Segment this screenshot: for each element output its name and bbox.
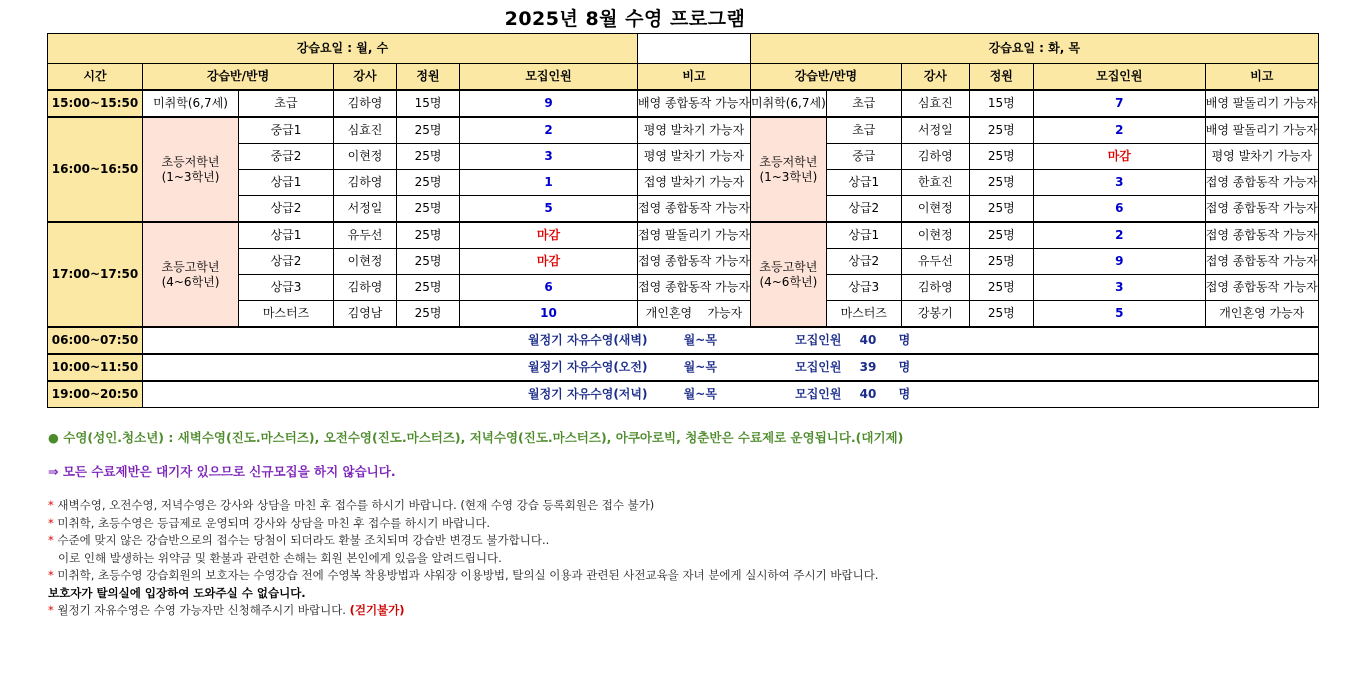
- group-cell: 미취학(6,7세): [143, 90, 239, 117]
- notice-item: [48, 515, 903, 533]
- col-capacity: 정원: [969, 64, 1033, 91]
- time-cell: 10:00~11:50: [48, 354, 143, 381]
- teacher-cell: 심효진: [334, 117, 397, 144]
- note-cell: 평영 발차기 가능자: [638, 117, 751, 144]
- capacity-cell: 25명: [397, 249, 460, 275]
- recruit-cell: 9: [460, 90, 638, 117]
- table-row: [48, 117, 1319, 144]
- time-cell: 15:00~15:50: [48, 90, 143, 117]
- capacity-cell: 25명: [397, 170, 460, 196]
- note-cell: 접영 발차기 가능자: [638, 170, 751, 196]
- capacity-cell: 25명: [397, 275, 460, 301]
- teacher-cell: 유두선: [901, 249, 969, 275]
- notice-item: [48, 497, 903, 515]
- group-cell: [750, 222, 826, 327]
- free-swim-info: [143, 327, 1319, 354]
- table-row: [48, 196, 1319, 223]
- table-row: [48, 301, 1319, 328]
- class-cell: 마스터즈: [826, 301, 901, 328]
- group-cell: 미취학(6,7세): [750, 90, 826, 117]
- capacity-cell: 25명: [969, 249, 1033, 275]
- page-title: 2025년 8월 수영 프로그램: [504, 8, 746, 30]
- note-cell: 접영 종합동작 가능자: [638, 249, 751, 275]
- capacity-cell: 25명: [397, 117, 460, 144]
- col-note: 비고: [638, 64, 751, 91]
- capacity-cell: 25명: [397, 222, 460, 249]
- notice-item: [48, 550, 903, 568]
- note-cell: 배영 팔돌리기 가능자: [1205, 90, 1318, 117]
- group-line: 초등고학년: [759, 260, 818, 275]
- table-row: [48, 222, 1319, 249]
- free-swim-label: 모집인원: [795, 360, 842, 375]
- free-swim-name: 월정기 자유수영(오전): [528, 360, 648, 375]
- free-swim-info: [143, 381, 1319, 408]
- recruit-cell: 3: [1033, 170, 1205, 196]
- class-cell: 상급3: [826, 275, 901, 301]
- free-swim-name: 월정기 자유수영(저녁): [528, 387, 648, 402]
- notice-item: [48, 602, 903, 620]
- notice-text: 월정기 자유수영은 수영 가능자만 신청해주시기 바랍니다.: [57, 603, 346, 617]
- right-days-header: 강습요일 : 화, 목: [750, 34, 1318, 64]
- free-swim-row: [48, 327, 1319, 354]
- recruit-cell: 마감: [460, 222, 638, 249]
- col-capacity: 정원: [397, 64, 460, 91]
- free-swim-count: 40: [859, 333, 877, 348]
- class-cell: 상급1: [239, 170, 334, 196]
- notice-text: 수준에 맞지 않은 강습반으로의 접수는 당첨이 되더라도 환불 조치되며 강습반 변경도 불가합니다..: [57, 533, 550, 547]
- recruit-cell: 마감: [1033, 144, 1205, 170]
- col-teacher: 강사: [901, 64, 969, 91]
- notice-list: [48, 497, 903, 620]
- class-cell: 상급1: [826, 170, 901, 196]
- group-line: 초등저학년: [759, 155, 818, 170]
- group-line: 초등저학년: [161, 155, 220, 170]
- recruit-cell: 3: [460, 144, 638, 170]
- asterisk-icon: *: [48, 498, 54, 512]
- capacity-cell: 25명: [969, 275, 1033, 301]
- notice-item: [48, 585, 903, 603]
- recruit-cell: 6: [1033, 196, 1205, 223]
- capacity-cell: 25명: [397, 301, 460, 328]
- capacity-cell: 25명: [969, 170, 1033, 196]
- teacher-cell: 서정일: [334, 196, 397, 223]
- class-cell: 초급: [826, 90, 901, 117]
- note-cell: 배영 팔돌리기 가능자: [1205, 117, 1318, 144]
- capacity-cell: 25명: [969, 301, 1033, 328]
- asterisk-icon: *: [48, 515, 54, 530]
- table-row: [48, 90, 1319, 117]
- teacher-cell: 이현정: [334, 249, 397, 275]
- free-swim-unit: 명: [898, 333, 911, 348]
- class-cell: 상급3: [239, 275, 334, 301]
- time-cell: 16:00~16:50: [48, 117, 143, 222]
- free-swim-days: 월~목: [683, 333, 717, 348]
- header-spacer: [638, 34, 751, 64]
- capacity-cell: 25명: [969, 196, 1033, 223]
- col-class: 강습반/반명: [143, 64, 334, 91]
- recruit-cell: 5: [1033, 301, 1205, 328]
- free-swim-row: [48, 354, 1319, 381]
- recruit-cell: 10: [460, 301, 638, 328]
- capacity-cell: 15명: [397, 90, 460, 117]
- notice-text: 이로 인해 발생하는 위약금 및 환불과 관련한 손해는 회원 본인에게 있음을 알려드립니다.: [58, 550, 502, 565]
- teacher-cell: 한효진: [901, 170, 969, 196]
- free-swim-name: 월정기 자유수영(새벽): [528, 333, 648, 348]
- capacity-cell: 25명: [397, 196, 460, 223]
- col-recruit: 모집인원: [460, 64, 638, 91]
- group-cell: [143, 222, 239, 327]
- class-cell: 중급2: [239, 144, 334, 170]
- note-text: 수영(성인.청소년) : 새벽수영(진도.마스터즈), 오전수영(진도.마스터즈), 저녁수영(진도.마스터즈), 아쿠아로빅, 청춘반은 수료제로 운영됩니다.(대기제): [63, 430, 904, 445]
- adult-program-note: [48, 428, 903, 446]
- free-swim-count: 40: [859, 387, 877, 402]
- note-text: 모든 수료제반은 대기자 있으므로 신규모집을 하지 않습니다.: [62, 464, 396, 479]
- teacher-cell: 유두선: [334, 222, 397, 249]
- note-cell: 접영 종합동작 가능자: [1205, 249, 1318, 275]
- class-cell: 상급2: [826, 196, 901, 223]
- schedule-table: [47, 33, 1319, 408]
- free-swim-days: 월~목: [683, 387, 717, 402]
- asterisk-icon: *: [48, 603, 54, 617]
- class-cell: 상급2: [239, 249, 334, 275]
- free-swim-info: [143, 354, 1319, 381]
- free-swim-label: 모집인원: [795, 387, 842, 402]
- arrow-icon: ⇒: [48, 464, 59, 479]
- group-cell: [750, 117, 826, 222]
- recruit-cell: 9: [1033, 249, 1205, 275]
- note-cell: 접영 종합동작 가능자: [1205, 275, 1318, 301]
- free-swim-label: 모집인원: [795, 333, 842, 348]
- free-swim-unit: 명: [898, 387, 911, 402]
- asterisk-icon: *: [48, 568, 54, 582]
- class-cell: 상급1: [239, 222, 334, 249]
- notice-text: 보호자가 탈의실에 입장하여 도와주실 수 없습니다.: [48, 585, 306, 600]
- notice-item: [48, 532, 903, 550]
- notes-section: [48, 428, 903, 620]
- time-cell: 19:00~20:50: [48, 381, 143, 408]
- teacher-cell: 김하영: [334, 275, 397, 301]
- teacher-cell: 이현정: [901, 222, 969, 249]
- col-note: 비고: [1205, 64, 1318, 91]
- note-cell: 평영 발차기 가능자: [638, 144, 751, 170]
- free-swim-unit: 명: [898, 360, 911, 375]
- recruit-cell: 2: [1033, 222, 1205, 249]
- recruit-cell: 6: [460, 275, 638, 301]
- class-cell: 마스터즈: [239, 301, 334, 328]
- teacher-cell: 김하영: [901, 144, 969, 170]
- bullet-icon: ●: [48, 430, 59, 445]
- time-cell: 06:00~07:50: [48, 327, 143, 354]
- recruit-cell: 마감: [460, 249, 638, 275]
- no-recruit-note: [48, 462, 903, 480]
- recruit-cell: 1: [460, 170, 638, 196]
- class-cell: 중급1: [239, 117, 334, 144]
- group-line: (4~6학년): [759, 274, 818, 289]
- recruit-cell: 2: [460, 117, 638, 144]
- class-cell: 초급: [239, 90, 334, 117]
- col-recruit: 모집인원: [1033, 64, 1205, 91]
- class-cell: 중급: [826, 144, 901, 170]
- teacher-cell: 서정일: [901, 117, 969, 144]
- free-swim-days: 월~목: [683, 360, 717, 375]
- teacher-cell: 심효진: [901, 90, 969, 117]
- recruit-cell: 2: [1033, 117, 1205, 144]
- notice-text: 새벽수영, 오전수영, 저녁수영은 강사와 상담을 마친 후 접수를 하시기 바랍니다. (현재 수영 강습 등록회원은 접수 불가): [57, 498, 655, 512]
- recruit-cell: 3: [1033, 275, 1205, 301]
- time-cell: 17:00~17:50: [48, 222, 143, 327]
- class-cell: 초급: [826, 117, 901, 144]
- note-cell: 접영 종합동작 가능자: [1205, 196, 1318, 223]
- table-row: [48, 249, 1319, 275]
- table-row: [48, 275, 1319, 301]
- group-line: 초등고학년: [161, 260, 220, 275]
- class-cell: 상급1: [826, 222, 901, 249]
- col-teacher: 강사: [334, 64, 397, 91]
- group-line: (1~3학년): [759, 169, 818, 184]
- teacher-cell: 김하영: [334, 90, 397, 117]
- teacher-cell: 김하영: [901, 275, 969, 301]
- class-cell: 상급2: [239, 196, 334, 223]
- notice-text: 미취학, 초등수영 강습회원의 보호자는 수영강습 전에 수영복 착용방법과 샤워장 이용방법, 탈의실 이용과 관련된 사전교육을 자녀 분에게 실시하여 주시기 바랍니다.: [57, 568, 879, 582]
- group-line: (1~3학년): [161, 169, 220, 184]
- note-cell: 접영 종합동작 가능자: [638, 275, 751, 301]
- note-cell: 접영 종합동작 가능자: [638, 196, 751, 223]
- table-row: [48, 170, 1319, 196]
- capacity-cell: 25명: [397, 144, 460, 170]
- note-cell: 개인혼영 가능자: [1205, 301, 1318, 328]
- note-cell: 평영 발차기 가능자: [1205, 144, 1318, 170]
- note-cell: 배영 종합동작 가능자: [638, 90, 751, 117]
- note-cell: 접영 팔돌리기 가능자: [638, 222, 751, 249]
- recruit-cell: 5: [460, 196, 638, 223]
- col-time: 시간: [48, 64, 143, 91]
- teacher-cell: 김하영: [334, 170, 397, 196]
- group-cell: [143, 117, 239, 222]
- no-walking-note: (걷기불가): [349, 603, 405, 617]
- note-cell: 접영 종합동작 가능자: [1205, 222, 1318, 249]
- asterisk-icon: *: [48, 533, 54, 547]
- class-cell: 상급2: [826, 249, 901, 275]
- free-swim-count: 39: [859, 360, 877, 375]
- note-cell: 개인혼영 가능자: [638, 301, 751, 328]
- notice-text: 미취학, 초등수영은 등급제로 운영되며 강사와 상담을 마친 후 접수를 하시기 바랍니다.: [57, 515, 491, 530]
- col-class: 강습반/반명: [750, 64, 901, 91]
- capacity-cell: 25명: [969, 117, 1033, 144]
- note-cell: 접영 종합동작 가능자: [1205, 170, 1318, 196]
- group-line: (4~6학년): [161, 274, 220, 289]
- table-row: [48, 144, 1319, 170]
- left-days-header: 강습요일 : 월, 수: [48, 34, 638, 64]
- free-swim-row: [48, 381, 1319, 408]
- notice-item: [48, 567, 903, 585]
- recruit-cell: 7: [1033, 90, 1205, 117]
- teacher-cell: 강봉기: [901, 301, 969, 328]
- teacher-cell: 이현정: [901, 196, 969, 223]
- capacity-cell: 15명: [969, 90, 1033, 117]
- capacity-cell: 25명: [969, 144, 1033, 170]
- teacher-cell: 김영남: [334, 301, 397, 328]
- teacher-cell: 이현정: [334, 144, 397, 170]
- capacity-cell: 25명: [969, 222, 1033, 249]
